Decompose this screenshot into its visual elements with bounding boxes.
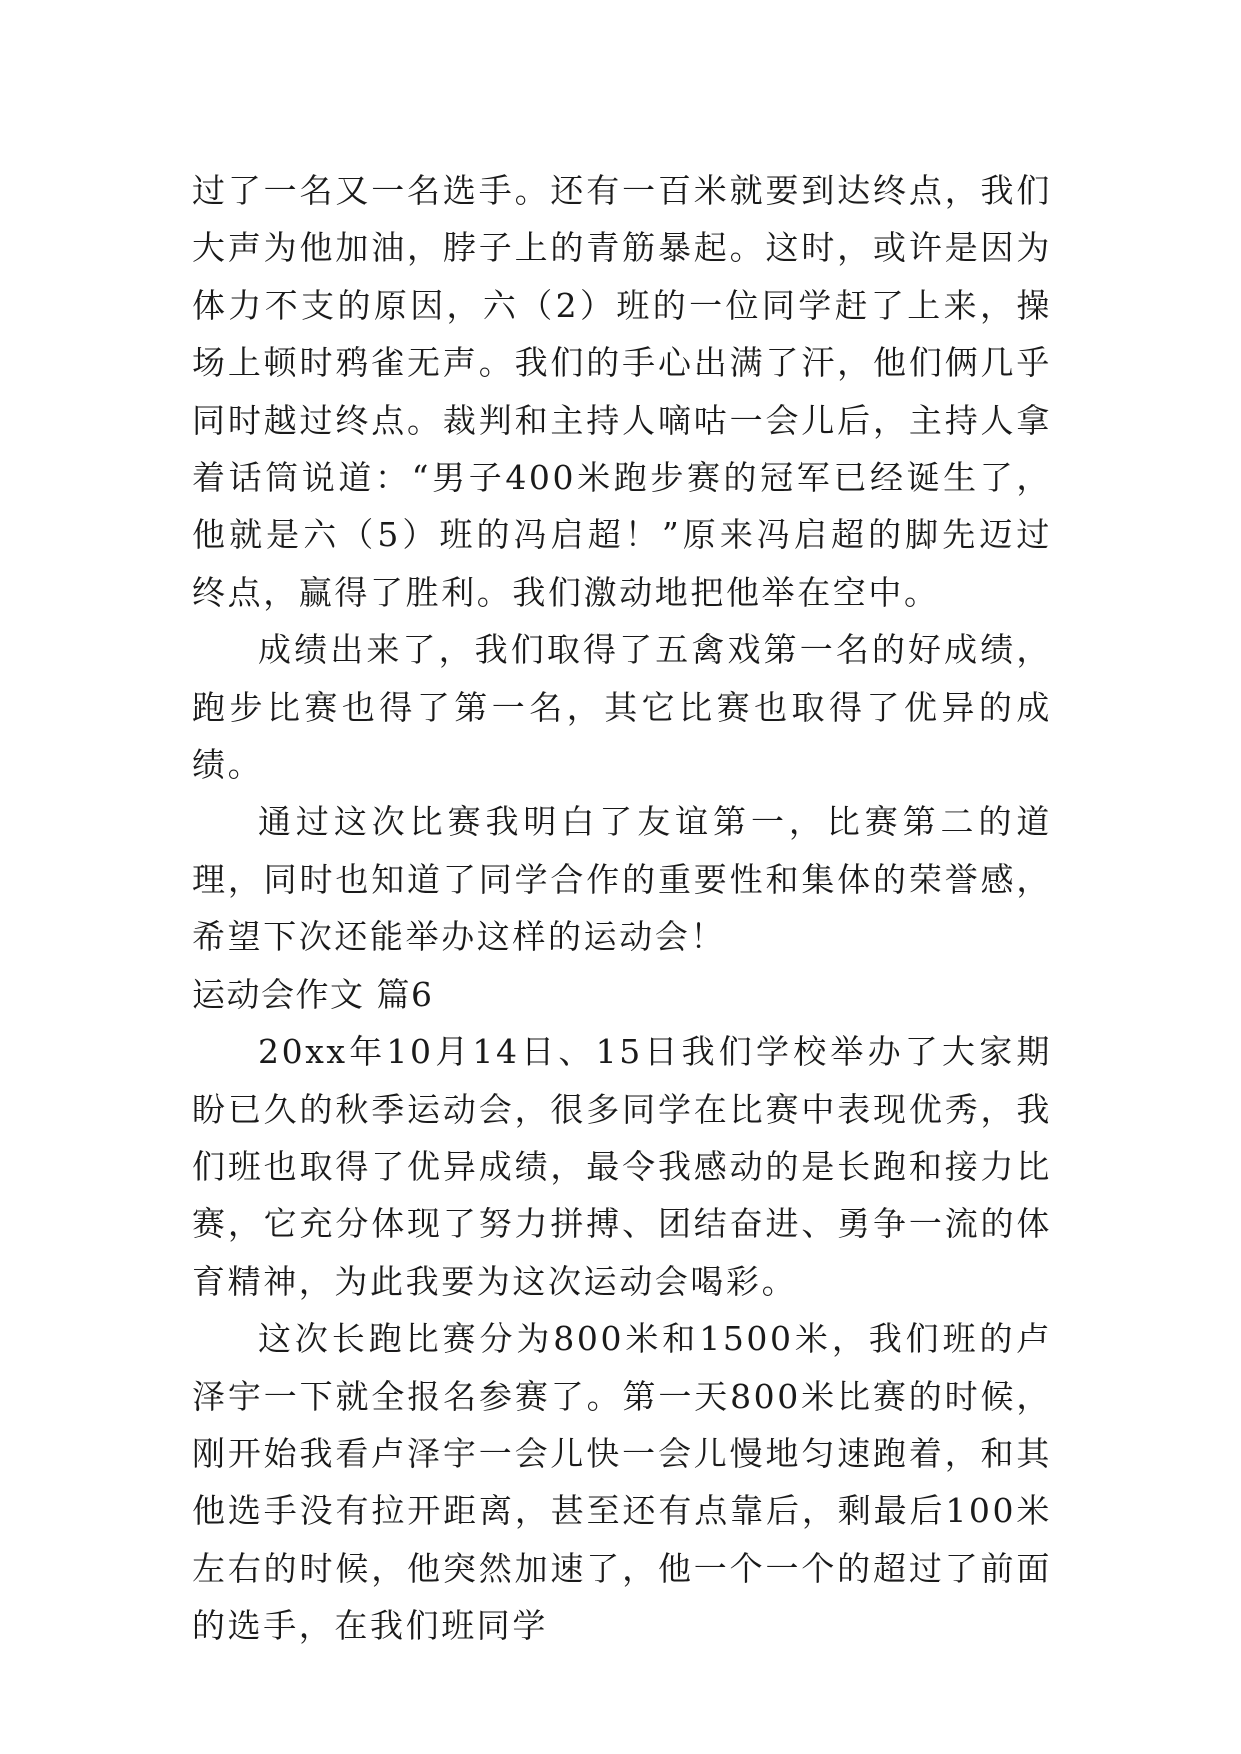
section-heading: 运动会作文 篇6	[192, 974, 434, 1014]
paragraph: 20xx年10月14日、15日我们学校举办了大家期盼已久的秋季运动会，很多同学在比赛中表现优秀，我们班也取得了优异成绩，最令我感动的是长跑和接力比赛，它充分体现了努力拼搏、团结奋进、勇争一流的体育精神，为此我要为这次运动会喝彩。	[192, 1032, 1052, 1301]
paragraph: 过了一名又一名选手。还有一百米就要到达终点，我们大声为他加油，脖子上的青筋暴起。这时，或许是因为体力不支的原因，六（2）班的一位同学赶了上来，操场上顿时鸦雀无声。我们的手心出满了汗，他们俩几乎同时越过终点。裁判和主持人嘀咕一会儿后，主持人拿着话筒说道：“男子400米跑步赛的冠军已经诞生了，他就是六（5）班的冯启超！”原来冯启超的脚先迈过终点，赢得了胜利。我们激动地把他举在空中。	[192, 171, 1052, 612]
paragraph: 通过这次比赛我明白了友谊第一，比赛第二的道理，同时也知道了同学合作的重要性和集体的荣誉感，希望下次还能举办这样的运动会！	[192, 802, 1052, 957]
paragraph: 这次长跑比赛分为800米和1500米，我们班的卢泽宇一下就全报名参赛了。第一天800米比赛的时候，刚开始我看卢泽宇一会儿快一会儿慢地匀速跑着，和其他选手没有拉开距离，甚至还有点靠后，剩最后100米左右的时候，他突然加速了，他一个一个的超过了前面的选手，在我们班同学	[192, 1319, 1052, 1646]
paragraph: 成绩出来了，我们取得了五禽戏第一名的好成绩，跑步比赛也得了第一名，其它比赛也取得了优异的成绩。	[192, 630, 1052, 785]
document-body	[192, 162, 1052, 1655]
